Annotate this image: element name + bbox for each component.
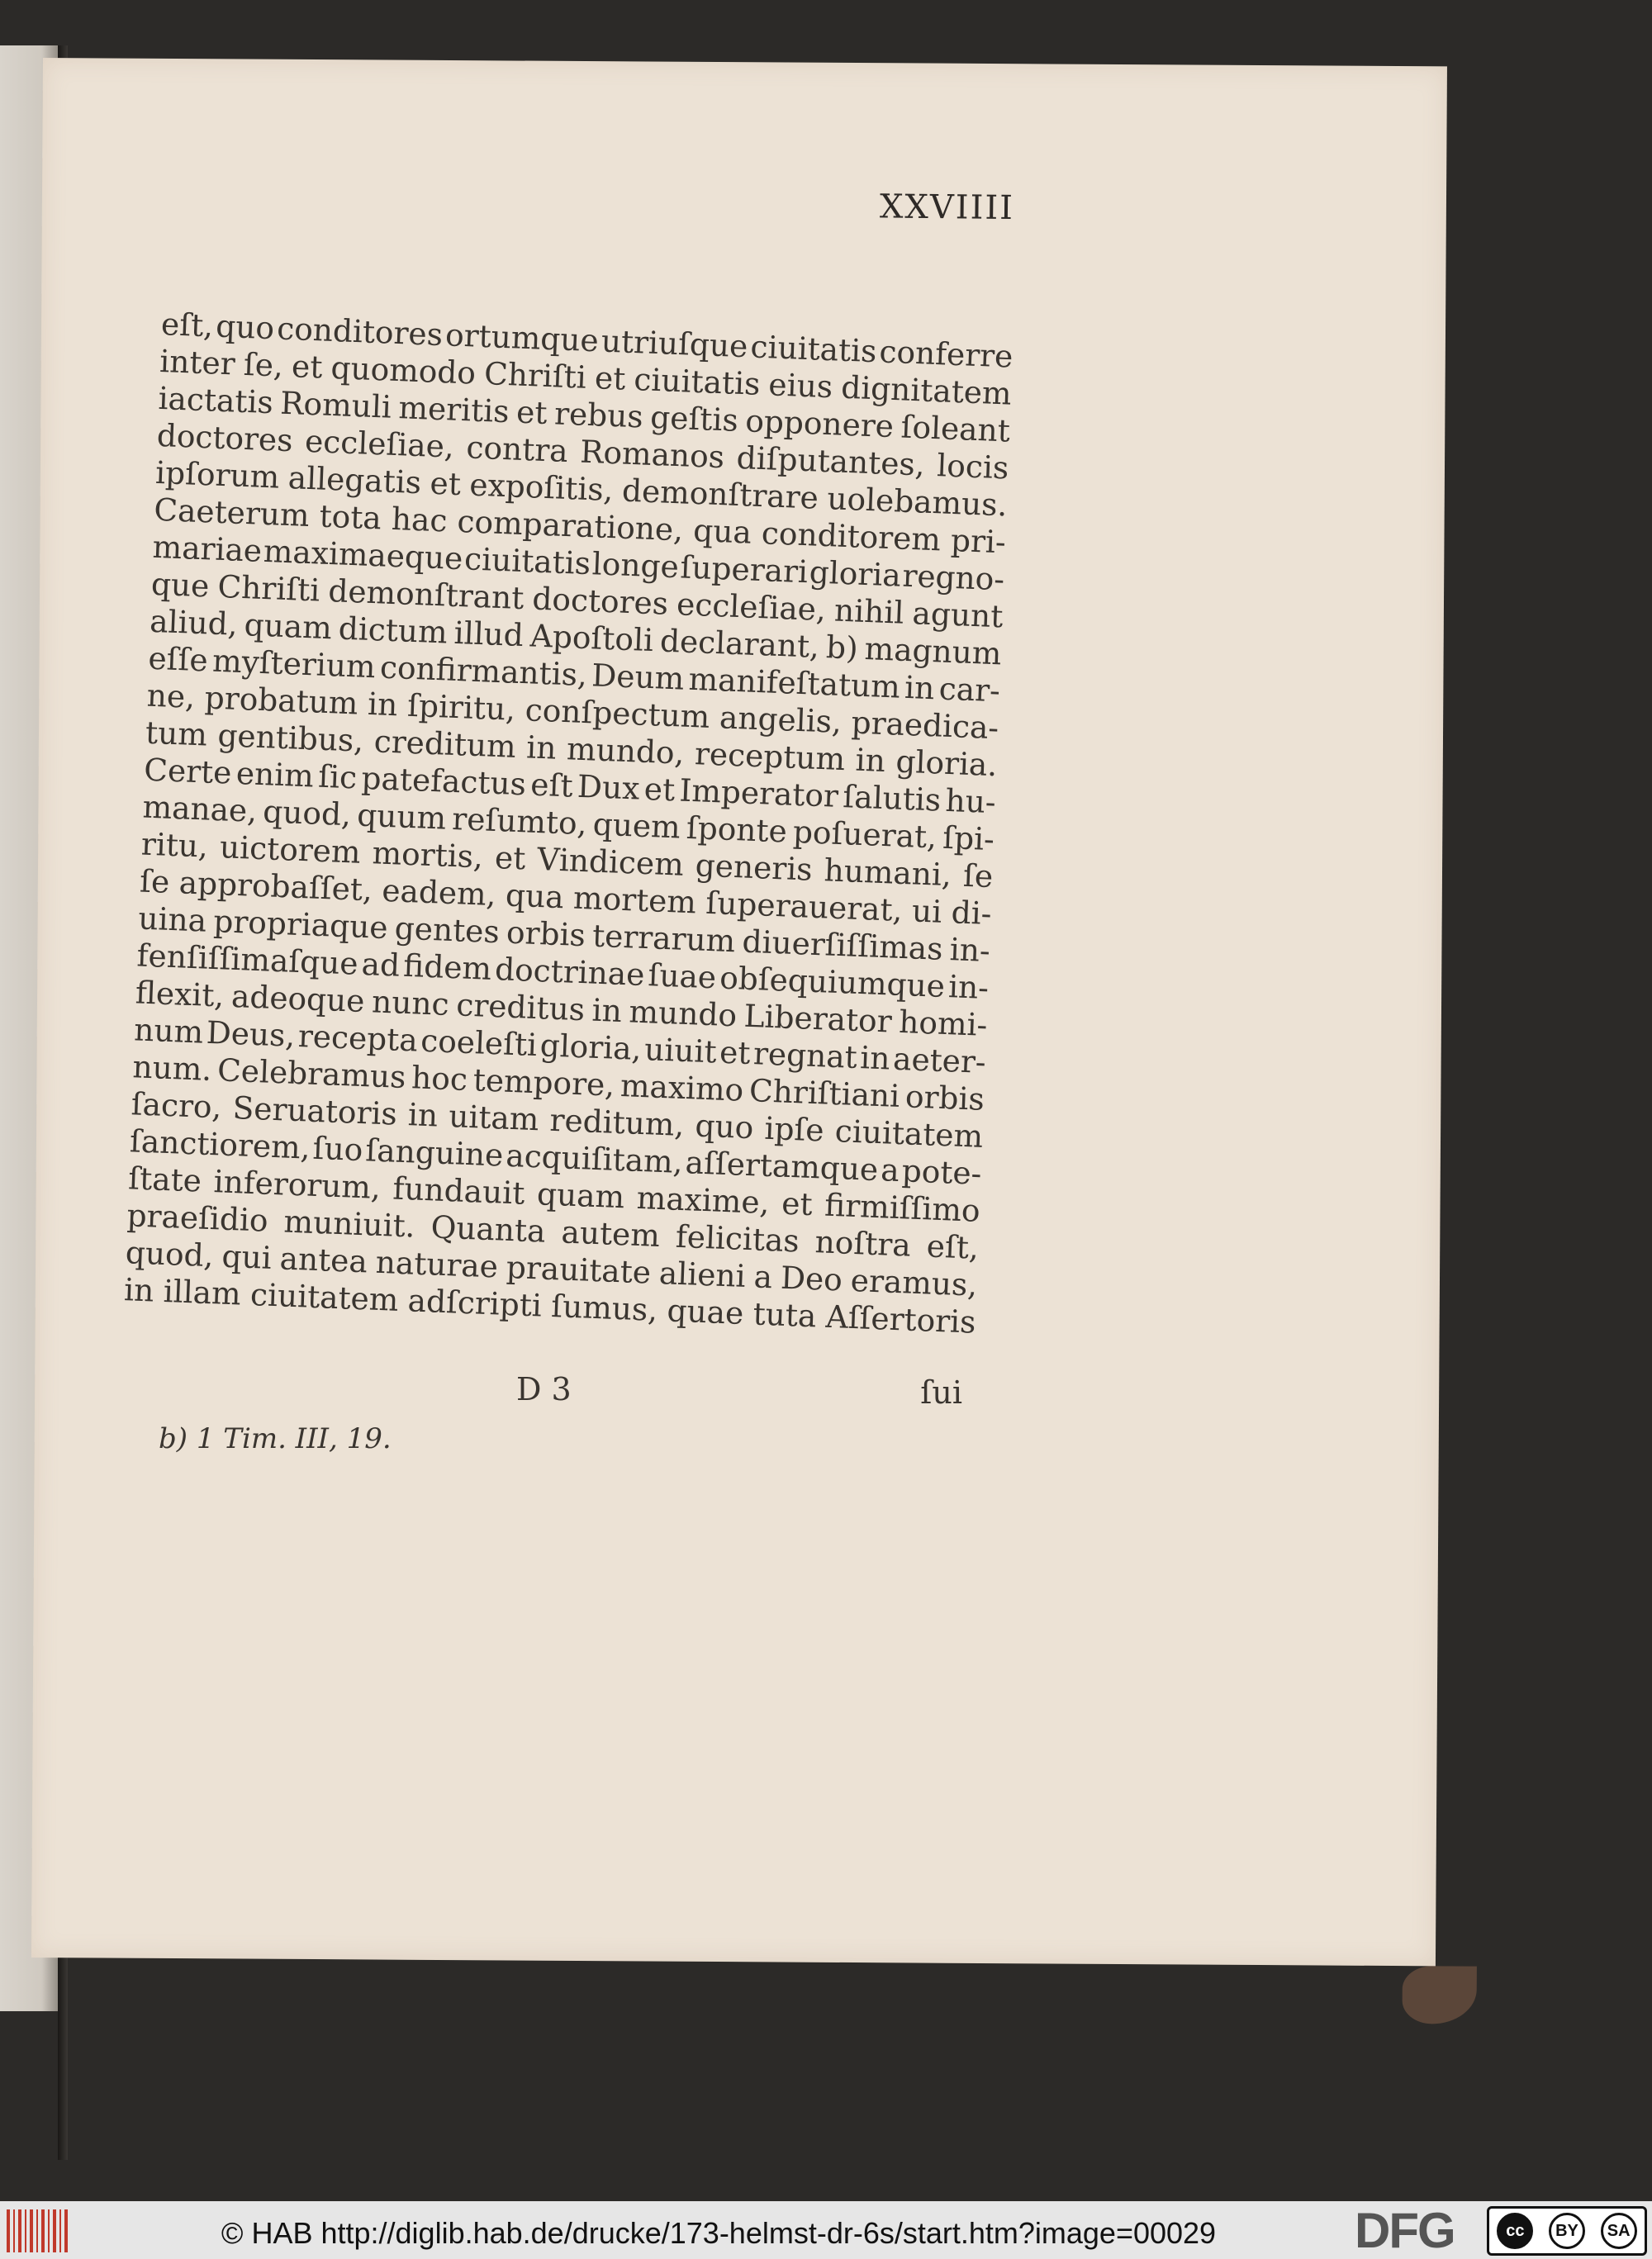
catchword: ſui <box>920 1374 962 1411</box>
text-line: mariae maximaeque ciuitatis longe ſuperari gloria regno- <box>151 528 1005 598</box>
text-line: num. Celebramus hoc tempore, maximo Chriſtiani orbis <box>131 1048 985 1118</box>
text-line: doctores eccleſiae, contra Romanos diſputantes, locis <box>156 416 1010 486</box>
cc-icon: cc <box>1497 2213 1533 2249</box>
text-line: uina propriaque gentes orbis terrarum diuerſiſſimas in- <box>137 899 991 970</box>
copyright-url[interactable]: © HAB http://diglib.hab.de/drucke/173-helmst-dr-6s/start.htm?image=00029 <box>221 2216 1217 2250</box>
signature-line <box>516 1371 962 1412</box>
text-line: eſt, quo conditores ortumque utriuſque ciuitatis conferre <box>160 306 1014 375</box>
text-line: ſacro, Seruatoris in uitam reditum, quo ipſe ciuitatem <box>131 1085 984 1155</box>
text-line: ſanctiorem, ſuo ſanguine acquiſitam, aſſertamque a pote- <box>129 1122 983 1192</box>
text-line: ipſorum allegatis et expoſitis, demonſtrare uolebamus. <box>154 453 1009 524</box>
text-line: manae, quod, quum reſumto, quem ſponte poſuerat, ſpi- <box>141 788 995 858</box>
cc-license-badge[interactable] <box>1487 2206 1647 2256</box>
text-line: eſſe myſterium confirmantis, Deum manifeſtatum in car- <box>147 639 1001 709</box>
text-line: ritu, uictorem mortis, et Vindicem generis humani, ſe <box>140 825 995 895</box>
text-line: Certe enim ſic patefactus eſt Dux et Imperator ſalutis hu- <box>143 751 997 821</box>
text-line: Caeterum tota hac comparatione, qua conditorem pri- <box>153 491 1007 561</box>
text-line: que Chriſti demonſtrant doctores eccleſiae, nihil agunt <box>150 565 1004 635</box>
body-text <box>123 306 1014 1341</box>
footer-bar <box>0 2201 1652 2259</box>
text-line: ſtate inferorum, fundauit quam maxime, et firmiſſimo <box>127 1160 981 1229</box>
text-line: praeſidio muniuit. Quanta autem felicitas noſtra eſt, <box>126 1197 980 1266</box>
page-corner-stain <box>1402 1966 1476 2024</box>
text-line: ne, probatum in ſpiritu, conſpectum angelis, praedica- <box>146 676 999 747</box>
text-line: flexit, adeoque nunc creditus in mundo Liberator homi- <box>135 974 989 1043</box>
text-line: ſe approbaſſet, eadem, qua mortem ſuperauerat, ui di- <box>139 862 993 933</box>
text-line: iactatis Romuli meritis et rebus geſtis opponere ſoleant <box>157 379 1011 449</box>
page-number: XXVIIII <box>879 187 1015 228</box>
printer-signature: D 3 <box>516 1371 572 1407</box>
text-line: tum gentibus, creditum in mundo, receptum in gloria. <box>145 714 999 784</box>
text-line: fenſiſſimaſque ad fidem doctrinae ſuae obſequiumque in- <box>135 937 990 1007</box>
sa-icon: SA <box>1601 2213 1637 2249</box>
text-line: num Deus, recepta coeleſti gloria, uiuit et regnat in aeter- <box>133 1011 987 1080</box>
text-line: aliud, quam dictum illud Apoſtoli declarant, b) magnum <box>149 602 1003 672</box>
text-line: inter ſe, et quomodo Chriſti et ciuitatis eius dignitatem <box>159 342 1013 412</box>
by-icon: BY <box>1549 2213 1585 2249</box>
dfg-logo: DFG <box>1355 2203 1455 2258</box>
text-line: in illam ciuitatem adſcripti ſumus, quae tuta Aſſertoris <box>123 1271 977 1341</box>
footnote: b) 1 Tim. III, 19. <box>159 1422 392 1455</box>
text-line: quod, qui antea naturae prauitate alieni a Deo eramus, <box>125 1234 978 1303</box>
